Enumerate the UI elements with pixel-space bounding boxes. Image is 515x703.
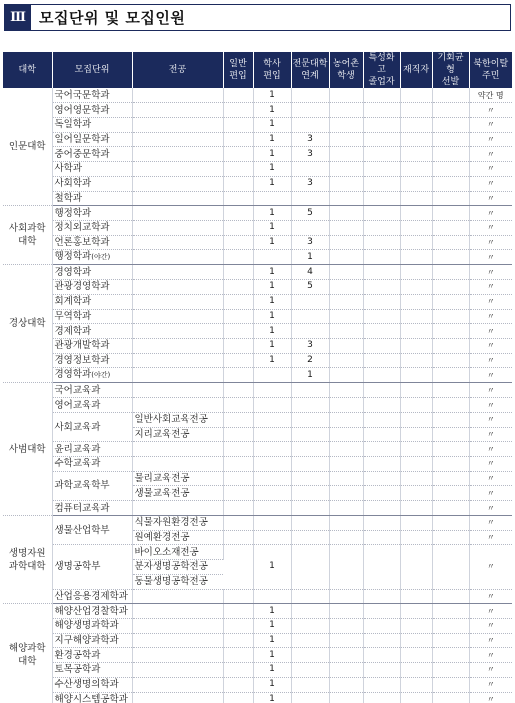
table-row: 철학과 〃 <box>3 191 512 206</box>
table-row: 사학과 1 〃 <box>3 162 512 177</box>
col-balance: 기회균형 선발 <box>432 52 469 88</box>
col-assoc-link: 전문대학 연계 <box>291 52 329 88</box>
table-row: 지리교육전공 〃 <box>3 427 512 442</box>
table-row: 경제학과 1 〃 <box>3 324 512 339</box>
section-title: 모집단위 및 모집인원 <box>39 9 186 27</box>
admission-quota-table <box>3 52 512 703</box>
note-cell: 약간 명 <box>469 88 512 103</box>
col-employed: 재직자 <box>400 52 432 88</box>
table-row: 지구해양과학과 1 〃 <box>3 633 512 648</box>
table-row: 산업응용경제학과 〃 <box>3 589 512 604</box>
table-row: 분자생명공학전공 <box>3 560 512 575</box>
table-row: 사회학과 1 3 〃 <box>3 176 512 191</box>
table-row: 컴퓨터교육과 〃 <box>3 501 512 516</box>
table-row: 회계학과 1 〃 <box>3 294 512 309</box>
college-life-resources: 생명자원 과학대학 <box>3 515 52 603</box>
table-row: 중어중문학과 1 3 〃 <box>3 147 512 162</box>
table-row: 영어교육과 〃 <box>3 398 512 413</box>
unit-cell: 국어국문학과 <box>52 88 132 103</box>
college-education: 사범대학 <box>3 383 52 515</box>
college-humanities: 인문대학 <box>3 88 52 206</box>
table-row: 경상대학 경영학과 1 4 〃 <box>3 265 512 280</box>
table-row: 사회교육과 일반사회교육전공 〃 <box>3 412 512 427</box>
table-row: 무역학과 1 〃 <box>3 309 512 324</box>
table-row: 독일학과 1 〃 <box>3 117 512 132</box>
col-major: 전공 <box>132 52 223 88</box>
table-row: 사범대학 국어교육과 〃 <box>3 383 512 398</box>
college-social-science: 사회과학 대학 <box>3 206 52 265</box>
table-row: 일어일문학과 1 3 〃 <box>3 132 512 147</box>
table-header-row <box>3 52 512 88</box>
section-number: Ⅲ <box>5 5 31 30</box>
table-row: 인문대학 국어국문학과 1 약간 명 <box>3 88 512 103</box>
table-row: 과학교육학부 물리교육전공 〃 <box>3 471 512 486</box>
table-row: 토목공학과 1 〃 <box>3 663 512 678</box>
table-row: 경영학과(야간) 1 〃 <box>3 368 512 383</box>
table-row: 수산생명의학과 1 〃 <box>3 677 512 692</box>
table-row: 생명자원 과학대학 생물산업학부 식물자원환경전공 〃 <box>3 515 512 530</box>
section-header <box>4 4 511 31</box>
table-row: 생명공학부 바이오소재전공 1 〃 <box>3 545 512 560</box>
table-row: 언론홍보학과 1 3 〃 <box>3 235 512 250</box>
table-row: 행정학과(야간) 1 〃 <box>3 250 512 265</box>
table-row: 원예환경전공 〃 <box>3 530 512 545</box>
table-row: 환경공학과 1 〃 <box>3 648 512 663</box>
table-row: 정치외교학과 1 〃 <box>3 220 512 235</box>
college-ocean-science: 해양과학 대학 <box>3 604 52 703</box>
table-row: 경영정보학과 1 2 〃 <box>3 353 512 368</box>
table-row: 해양과학 대학 해양산업경찰학과 1 〃 <box>3 604 512 619</box>
table-row: 영어영문학과 1 〃 <box>3 103 512 118</box>
table-row: 관광경영학과 1 5 〃 <box>3 280 512 295</box>
col-college: 대학 <box>3 52 52 88</box>
table-row: 수학교육과 〃 <box>3 457 512 472</box>
col-unit: 모집단위 <box>52 52 132 88</box>
col-rural: 농어촌 학생 <box>329 52 363 88</box>
col-defector: 북한이탈 주민 <box>469 52 512 88</box>
col-general-transfer: 일반 편입 <box>223 52 253 88</box>
table-row: 관광개발학과 1 3 〃 <box>3 339 512 354</box>
table-row: 해양시스템공학과 1 〃 <box>3 692 512 703</box>
col-bachelor-transfer: 학사 편입 <box>253 52 291 88</box>
table-row: 윤리교육과 〃 <box>3 442 512 457</box>
table-row: 사회과학 대학 행정학과 1 5 〃 <box>3 206 512 221</box>
table-row: 해양생명과학과 1 〃 <box>3 618 512 633</box>
table-row: 동물생명공학전공 <box>3 574 512 589</box>
college-business: 경상대학 <box>3 265 52 383</box>
table-row: 생물교육전공 〃 <box>3 486 512 501</box>
col-special-hs: 특성화고 졸업자 <box>363 52 400 88</box>
